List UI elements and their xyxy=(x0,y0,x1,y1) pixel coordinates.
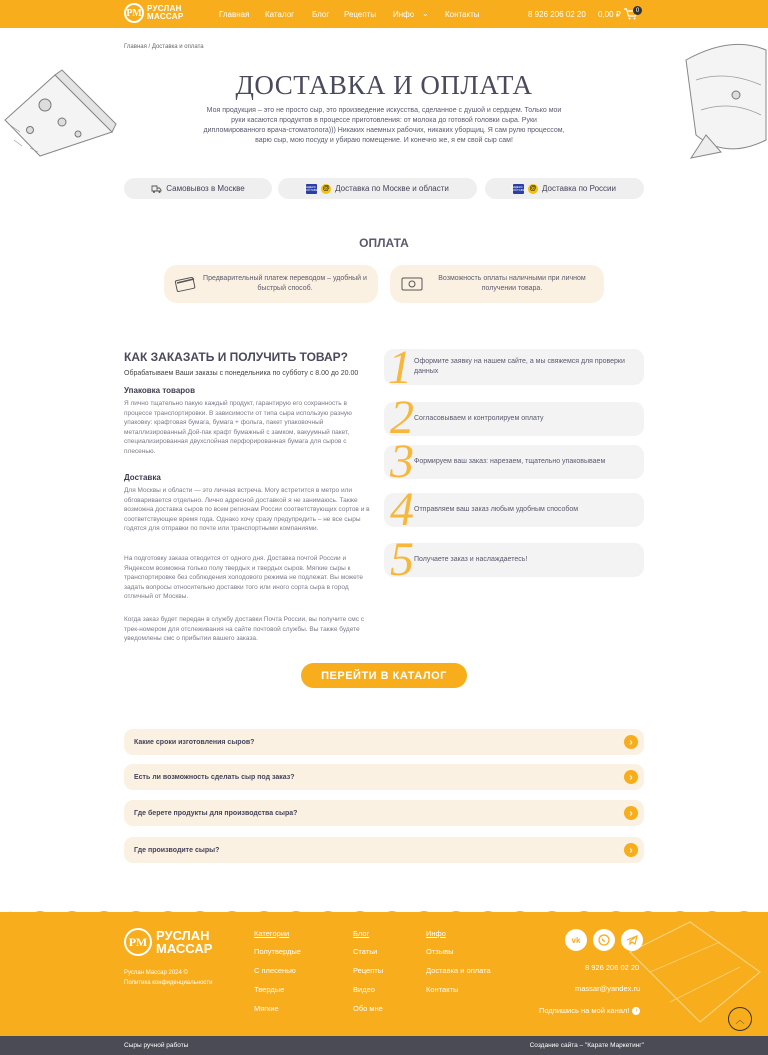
site-footer xyxy=(0,912,768,1036)
step-number: 3 xyxy=(390,435,414,488)
step-text: Оформите заявку на нашем сайте, а мы свяжемся для проверки данных xyxy=(414,358,625,375)
telegram-icon[interactable] xyxy=(621,929,643,951)
step-text: Формируем ваш заказ: нарезаем, тщательно упаковываем xyxy=(414,458,606,465)
step-number: 5 xyxy=(390,533,414,586)
packing-title: Упаковка товаров xyxy=(124,386,195,395)
chevron-down-icon[interactable]: ⌄ xyxy=(422,9,429,18)
delivery-pickup-button[interactable] xyxy=(124,178,272,199)
header-logo[interactable] xyxy=(124,3,184,23)
page-title: ДОСТАВКА И ОПЛАТА xyxy=(235,70,533,100)
header-phone[interactable]: 8 926 206 02 20 xyxy=(528,10,586,19)
payment-transfer-text: Предварительный платеж переводом – удобный и быстрый способ. xyxy=(203,275,367,292)
cash-icon xyxy=(400,275,424,293)
step-text: Отправляем ваш заказ любым удобным способом xyxy=(414,506,579,513)
site-creator-link[interactable]: Создание сайта – "Карате Маркетинг" xyxy=(529,1042,644,1049)
delivery-text-1: Для Москвы и области — это личная встреча. Могу встретится в метро или обговаривается отдельно. Лично адресной доставкой я не занимаюсь. Также возможна доставка сыров по всем регионам России соответствующих сортов и в соответствующее время года. Однако хочу сразу предупредить – не все сыры годятся для отправки по почте или транспортными компаниями. xyxy=(124,487,370,532)
chevron-right-icon[interactable]: › xyxy=(624,735,638,749)
nav-recipes[interactable]: Рецепты xyxy=(344,10,377,19)
at-sign-icon: @ xyxy=(529,185,537,192)
footer-phone[interactable]: 8 926 206 02 20 xyxy=(585,963,640,972)
step-5 xyxy=(384,543,644,577)
footer-link[interactable]: Категории xyxy=(254,929,290,938)
nav-blog[interactable]: Блог xyxy=(312,10,330,19)
arrow-right-icon: › xyxy=(632,1007,640,1015)
footer-copyright: Руслан Массар 2024 © xyxy=(124,970,188,976)
payment-transfer-card xyxy=(164,265,378,303)
footer-link[interactable]: Видео xyxy=(353,985,375,994)
footer-tagline: Сыры ручной работы xyxy=(124,1042,189,1049)
go-to-catalog-button[interactable]: ПЕРЕЙТИ В КАТАЛОГ xyxy=(301,663,467,688)
nav-info[interactable]: Инфо xyxy=(393,10,415,19)
delivery-pickup-label: Самовывоз в Москве xyxy=(166,184,245,193)
subscribe-link[interactable] xyxy=(539,1006,640,1015)
chevron-right-icon[interactable]: › xyxy=(624,806,638,820)
footer-link[interactable]: Твердые xyxy=(254,985,285,994)
faq-item[interactable] xyxy=(124,837,644,863)
footer-link[interactable]: Мягкие xyxy=(254,1004,279,1013)
step-number: 4 xyxy=(390,483,414,536)
step-2 xyxy=(384,402,644,436)
yandex-delivery-badge: ЯНДЕКС ДОСТАВКА xyxy=(303,184,320,192)
at-sign-icon: @ xyxy=(322,185,330,192)
delivery-title: Доставка xyxy=(124,473,161,482)
delivery-text-3: Когда заказ будет передан в службу доставки Почта России, вы получите смс с трек-номером для отслеживания на сайте почтовой службы. Вы также будете уведомлены смс о прибытии вашего заказа. xyxy=(124,616,365,642)
delivery-moscow-label: Доставка по Москве и области xyxy=(335,184,449,193)
scroll-to-top-button[interactable]: ︿ xyxy=(728,1007,752,1031)
step-4 xyxy=(384,493,644,527)
faq-item[interactable] xyxy=(124,729,644,755)
footer-link[interactable]: Блог xyxy=(353,929,370,938)
chevron-right-icon[interactable]: › xyxy=(624,770,638,784)
faq-question: Где берете продукты для производства сыра? xyxy=(134,809,298,817)
footer-logo[interactable] xyxy=(124,928,212,956)
vk-icon[interactable]: vk xyxy=(565,929,587,951)
nav-catalog[interactable]: Каталог xyxy=(265,10,295,19)
faq-item[interactable] xyxy=(124,800,644,826)
footer-logo-line2: МАССАР xyxy=(156,941,213,956)
cart-sum[interactable]: 0,00 ₽ xyxy=(598,10,621,19)
logo-line1: РУСЛАН xyxy=(147,4,182,13)
delivery-moscow-button[interactable] xyxy=(278,178,477,199)
step-3 xyxy=(384,445,644,479)
step-text: Согласовываем и контролируем оплату xyxy=(414,415,544,422)
logo-line2: МАССАР xyxy=(147,12,184,21)
breadcrumb[interactable]: Главная / Доставка и оплата xyxy=(124,44,204,50)
delivery-russia-label: Доставка по России xyxy=(542,184,616,193)
logo-mark-icon: РМ xyxy=(124,928,152,956)
faq-question: Где производите сыры? xyxy=(134,846,220,854)
packing-text: Я лично тщательно пакую каждый продукт, гарантирую его сохранность в процессе транспортировки. В зависимости от типа сыра использую разную упаковку: крафтовая бумага, бумага + фольга, пакет упаковочный металлизированный Дой-пак крафт бумажный с замком, вакуумный пакет, специализированная двухслойная перфорированная бумага для сыров с плесенью. xyxy=(124,400,352,455)
card-icon xyxy=(174,274,198,294)
step-1 xyxy=(384,349,644,385)
payment-cash-card xyxy=(390,265,604,303)
intro-text: Моя продукция – это не просто сыр, это произведение искусства, сделанное с душой и сердцем. Только мои руки касаются продуктов в процессе приготовления: от молока до готовой головки сыра. Руки дипломированного врача-стоматолога))) Никаких наемных рабочих, никаких уборщиц. Я сам рулю процессом, варю сыр, мою посуду и убираю помещение. И конечно же, я ем свой сыр сам! xyxy=(203,107,565,144)
delivery-text-2: На подготовку заказа отводится от одного дня. Доставка почтой России и Яндексом возможна только полу твердых и твердых сыров. Мягкие сыры к транспортировке без соблюдения холодового режима не подлежат. Вы можете задать вопросы относительно доставки того или иного сорта сыра в город отличный от Москвы. xyxy=(124,555,364,600)
footer-link[interactable]: Рецепты xyxy=(353,966,384,975)
step-text: Получаете заказ и наслаждаетесь! xyxy=(414,556,528,563)
payment-title: ОПЛАТА xyxy=(359,236,409,250)
faq-question: Есть ли возможность сделать сыр под заказ? xyxy=(134,773,295,781)
footer-bottom-bar xyxy=(0,1036,768,1055)
footer-link[interactable]: Обо мне xyxy=(353,1004,383,1013)
subscribe-label: Подпишись на мой канал! xyxy=(539,1006,630,1015)
faq-item[interactable] xyxy=(124,764,644,790)
footer-link[interactable]: С плесенью xyxy=(254,966,296,975)
footer-link[interactable]: Отзывы xyxy=(426,947,454,956)
footer-logo-line1: РУСЛАН xyxy=(156,928,210,943)
nav-contacts[interactable]: Контакты xyxy=(445,10,480,19)
pickup-icon xyxy=(151,184,162,194)
footer-link[interactable]: Инфо xyxy=(426,929,446,938)
yandex-delivery-badge: ЯНДЕКС ДОСТАВКА xyxy=(510,184,527,192)
footer-link[interactable]: Полутвердые xyxy=(254,947,301,956)
payment-cash-text: Возможность оплаты наличными при личном получении товара. xyxy=(438,275,586,292)
footer-link[interactable]: Статьи xyxy=(353,947,378,956)
footer-link[interactable]: Доставка и оплата xyxy=(426,966,491,975)
footer-link[interactable]: Контакты xyxy=(426,985,459,994)
nav-home[interactable]: Главная xyxy=(219,10,250,19)
cart-count-badge: 0 xyxy=(633,6,642,15)
logo-mark-icon: РМ xyxy=(124,3,144,23)
chevron-right-icon[interactable]: › xyxy=(624,843,638,857)
step-number: 1 xyxy=(388,341,412,394)
step-number: 2 xyxy=(390,391,414,444)
privacy-policy-link[interactable]: Политика конфиденциальности xyxy=(124,980,213,986)
how-to-order-title: КАК ЗАКАЗАТЬ И ПОЛУЧИТЬ ТОВАР? xyxy=(124,350,348,364)
delivery-russia-button[interactable] xyxy=(485,178,644,199)
site-header xyxy=(0,0,768,28)
whatsapp-icon[interactable] xyxy=(593,929,615,951)
footer-email[interactable]: massar@yandex.ru xyxy=(575,984,641,993)
faq-question: Какие сроки изготовления сыров? xyxy=(134,738,255,746)
working-hours: Обрабатываем Ваши заказы с понедельника по субботу с 8.00 до 20.00 xyxy=(124,370,359,377)
